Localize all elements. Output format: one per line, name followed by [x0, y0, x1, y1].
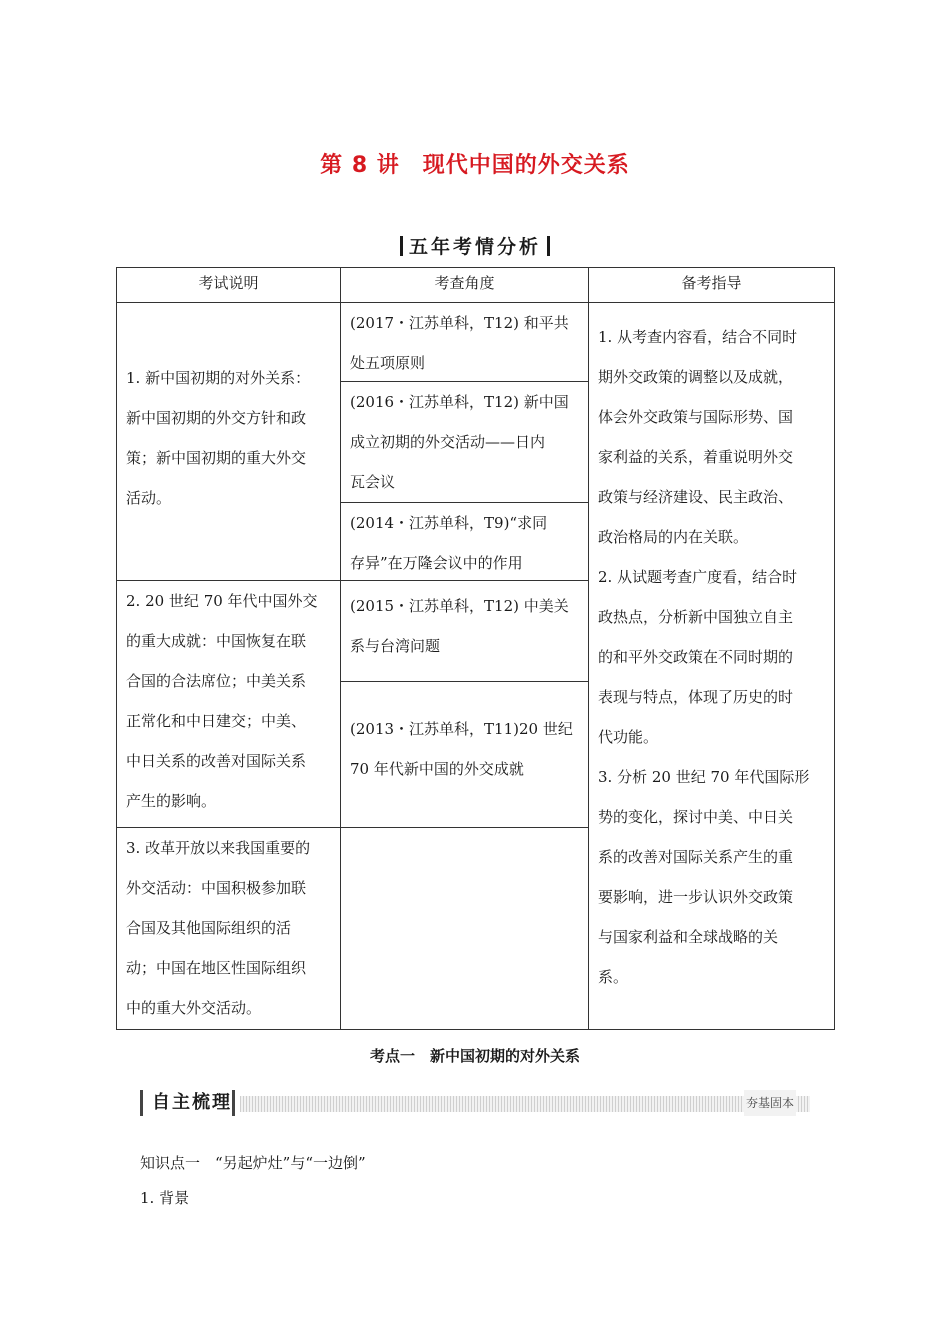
exam-note-1: 1. 新中国初期的对外关系： 新中国初期的外交方针和政 策；新中国初期的重大外交 活动。 — [126, 369, 311, 507]
table-header-col1: 考试说明 — [116, 267, 341, 303]
guidance-text: 1. 从考查内容看，结合不同时 期外交政策的调整以及成就， 体会外交政策与国际形势、国 家利益的关系，着重说明外交 政策与经济建设、民主政治、 政治格局的内在关联。 2. 从试题考查广度看，结合时 政热点，分析新中国独立自主 的和平外交政策在不同时期的 表现与特点，体现了历史的时 代功能。 3. 分析 20 世纪 70 年代国际形 势的变化，探讨中美、中日关 系的改善对国际关系产生的重 要影响，进一步认识外交政策 与国家利益和全球战略的关 系。 — [598, 328, 810, 986]
table-header-col2: 考查角度 — [340, 267, 589, 303]
exam-angle-5: (2013・江苏单科，T11)20 世纪 70 年代新中国的外交成就 — [350, 720, 573, 778]
heading-bar-left — [400, 236, 403, 256]
heading-bar-right — [547, 236, 550, 256]
table-cell-exam-2 — [116, 580, 341, 828]
exam-angle-2: (2016・江苏单科，T12) 新中国 成立初期的外交活动——日内 瓦会议 — [350, 393, 569, 491]
section-heading-text: 五年考情分析 — [408, 236, 541, 258]
table-cell-angle-3 — [340, 502, 589, 581]
kaodian-title: 考点一 新中国初期的对外关系 — [369, 1047, 580, 1065]
zizhu-label: 自主梳理 — [152, 1092, 232, 1113]
bar-stripe-divider — [232, 1090, 235, 1116]
table-cell-angle-5 — [340, 681, 589, 828]
table-cell-angle-1 — [340, 302, 589, 382]
table-header-col3: 备考指导 — [588, 267, 835, 303]
table-cell-angle-4 — [340, 580, 589, 682]
background-heading: 1. 背景 — [140, 1189, 190, 1207]
exam-angle-4: (2015・江苏单科，T12) 中美关 系与台湾问题 — [350, 597, 569, 655]
table-cell-exam-1 — [116, 302, 341, 581]
knowledge-point-heading: 知识点一 “另起炉灶”与“一边倒” — [140, 1154, 366, 1172]
section-heading — [0, 232, 950, 259]
zizhu-section-bar — [140, 1090, 810, 1116]
table-cell-angle-empty — [340, 827, 589, 1030]
table-cell-guidance — [588, 302, 835, 1030]
page-title: 第 8 讲 现代中国的外交关系 — [320, 153, 630, 178]
exam-note-2: 2. 20 世纪 70 年代中国外交 的重大成就：中国恢复在联 合国的合法席位；中美关系 正常化和中日建交；中美、 中日关系的改善对国际关系 产生的影响。 — [126, 592, 318, 810]
exam-angle-3: (2014・江苏单科，T9)“求同 存异”在万隆会议中的作用 — [350, 514, 548, 572]
bar-dotted-fill — [240, 1096, 810, 1112]
exam-note-3: 3. 改革开放以来我国重要的 外交活动：中国积极参加联 合国及其他国际组织的活 动；中国在地区性国际组织 中的重大外交活动。 — [126, 839, 311, 1017]
exam-angle-1: (2017・江苏单科，T12) 和平共 处五项原则 — [350, 314, 569, 372]
table-cell-angle-2 — [340, 381, 589, 503]
bar-stripe-left — [140, 1090, 143, 1116]
table-cell-exam-3 — [116, 827, 341, 1030]
zizhu-tag: 夯基固本 — [744, 1090, 796, 1116]
